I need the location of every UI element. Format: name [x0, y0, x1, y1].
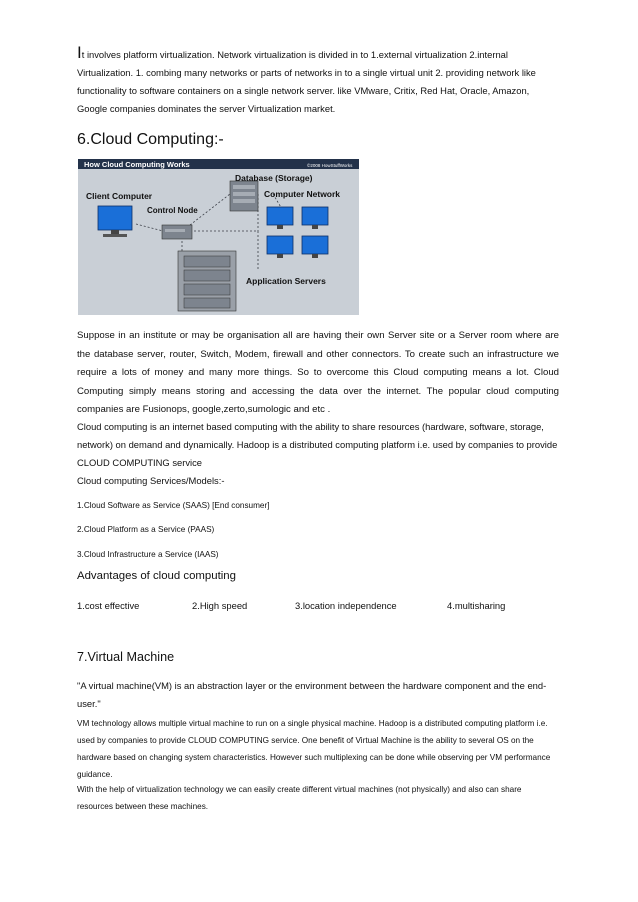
advantage-item-3: 3.location independence: [295, 600, 397, 611]
database-storage-icon: [230, 181, 258, 211]
intro-first-letter: I: [77, 43, 82, 62]
intro-text: t involves platform virtualization. Network virtualization is divided in to 1.external virtualization 2.internal Virtualization. 1. combing many networks or parts of networks in to a single virtual unit 2. providing network like functionality to software containers on a single network server. like VMware, Critix, Red Hat, Oracle, Amazon, Google companies dominates the server Virtualization market.: [77, 49, 536, 114]
advantage-item-2: 2.High speed: [192, 600, 248, 611]
label-database: Database (Storage): [235, 173, 313, 183]
diagram-credit: ©2008 HowStuffWorks: [307, 163, 353, 168]
service-item-saas: 1.Cloud Software as Service (SAAS) [End consumer]: [77, 501, 270, 510]
intro-paragraph: [77, 43, 559, 118]
vm-paragraph-1: VM technology allows multiple virtual machine to run on a single physical machine. Hadoop is a distributed computing platform i.e. used by companies to provide CLOUD COMPUTING service. One benefit of Virtual Machine is the ability to several OS on the hardware based on changing system characteristics. However such multiplexing can be done while observing per VM performance guidance.: [77, 719, 551, 779]
advantage-item-1: 1.cost effective: [77, 600, 140, 611]
vm-quote: "A virtual machine(VM) is an abstraction layer or the environment between the hardware component and the end-user.": [77, 680, 547, 709]
cloud-paragraph-1: Suppose in an institute or may be organisation all are having their own Server site or a Server room where are the database server, router, Switch, Modem, firewall and other connectors. To create such an infrastructure we require a lots of money and many more things. So to overcome this Cloud computing means a lot. Cloud Computing simply means storing and accessing the data over the internet. The popular cloud computing companies are Fusionops, google,zerto,sumologic and etc .: [77, 330, 559, 415]
service-item-paas: 2.Cloud Platform as a Service (PAAS): [77, 525, 215, 534]
diagram-title: How Cloud Computing Works: [84, 160, 190, 169]
service-item-iaas: 3.Cloud Infrastructure a Service (IAAS): [77, 550, 219, 559]
cloud-heading: 6.Cloud Computing:-: [77, 131, 224, 148]
cloud-diagram: [78, 159, 359, 315]
label-client: Client Computer: [86, 191, 153, 201]
control-node-icon: [162, 225, 192, 239]
label-network: Computer Network: [264, 189, 341, 199]
application-servers-icon: [178, 251, 236, 311]
advantages-title: Advantages of cloud computing: [77, 570, 236, 582]
vm-heading: 7.Virtual Machine: [77, 650, 175, 664]
label-control: Control Node: [147, 206, 198, 215]
services-title: Cloud computing Services/Models:-: [77, 475, 225, 486]
label-servers: Application Servers: [246, 276, 326, 286]
vm-paragraph-2: With the help of virtualization technology we can easily create different virtual machines (not physically) and also can share resources between these machines.: [77, 785, 522, 811]
advantage-item-4: 4.multisharing: [447, 600, 506, 611]
cloud-paragraph-2: Cloud computing is an internet based computing with the ability to share resources (hardware, software, storage, network) on demand and dynamically. Hadoop is a distributed computing platform i.e. used by companies to provide CLOUD COMPUTING service: [77, 421, 558, 468]
